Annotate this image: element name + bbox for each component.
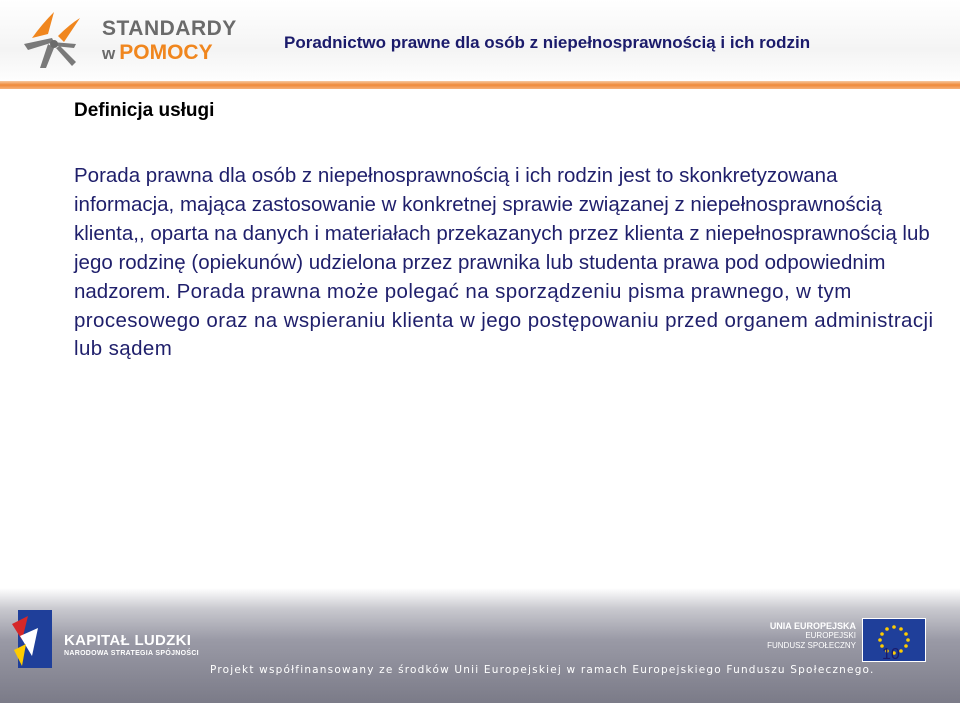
page-number: 10 [882,646,900,663]
definition-paragraph-1: Porada prawna dla osób z niepełnosprawnością i ich rodzin jest to skonkretyzowana informacja, mająca zastosowanie w konkretnej sprawie związanej z niepełnosprawnością klienta,, oparta na danych i materiałach przekazanych przez klienta z niepełnosprawnością lub jego rodzinę (opiekunów) udzielona przez prawnika lub studenta prawa pod odpowiednim nadzorem. [74,164,930,303]
section-heading: Definicja usługi [74,100,215,121]
logo-text-pomocy: POMOCY [119,41,213,64]
eu-label-line2: EUROPEJSKI [805,631,856,641]
kapital-ludzki-subtitle: NARODOWA STRATEGIA SPÓJNOŚCI [64,650,199,657]
eu-label-line1: UNIA EUROPEJSKA [769,621,856,631]
header-title: Poradnictwo prawne dla osób z niepełnosprawnością i ich rodzin [284,33,811,52]
standardy-star-logo-icon [18,4,98,74]
kapital-ludzki-logo-icon [12,610,52,668]
eu-label-line3: FUNDUSZ SPOŁECZNY [767,640,856,650]
slide-footer [0,588,960,703]
header-accent-stripe [0,81,960,89]
logo-text-standardy: STANDARDY [102,17,237,40]
cofinancing-notice: Projekt współfinansowany ze środków Unii Europejskiej w ramach Europejskiego Funduszu Społecznego. [210,664,875,676]
standardy-w-pomocy-logo [18,4,238,74]
definition-text [74,162,939,364]
eu-label [767,621,856,650]
logo-text-w: w [102,44,116,63]
slide-header [0,0,960,84]
kapital-ludzki-title: KAPITAŁ LUDZKI [64,632,192,649]
definition-paragraph-2: Porada prawna może polegać na sporządzeniu pisma prawnego, w tym procesowego oraz na wspieraniu klienta w jego postępowaniu przed organem administracji lub sądem [74,279,934,361]
